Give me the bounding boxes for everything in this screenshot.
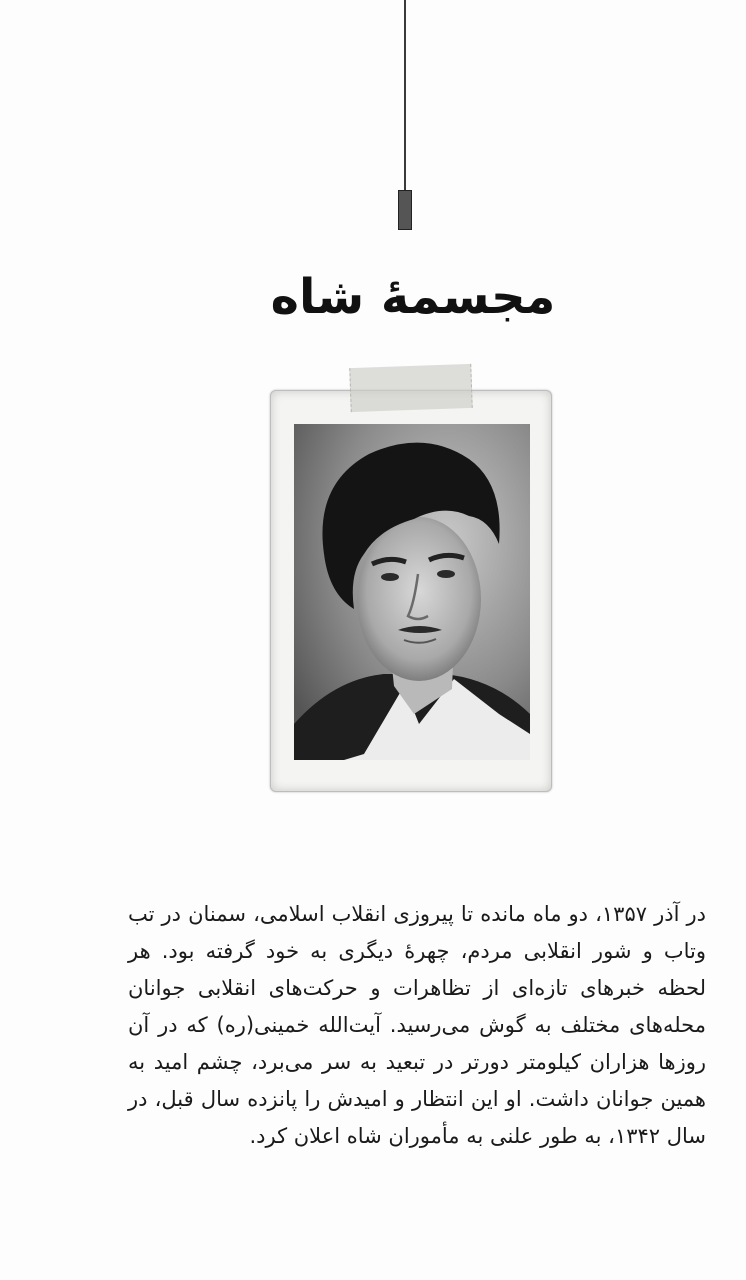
- portrait-photo: [294, 424, 530, 760]
- article-paragraph: در آذر ۱۳۵۷، دو ماه مانده تا پیروزی انقلاب اسلامی، سمنان در تب وتاب و شور انقلابی مردم، چهرهٔ دیگری به خود گرفته بود. هر لحظه خبرهای تازه‌ای از تظاهرات و حرکت‌های انقلابی جوانان محله‌های مختلف به گوش می‌رسید. آیت‌الله خمینی(ره) که در آن روزها هزاران کیلومتر دورتر در تبعید به سر می‌برد، چشم امید به همین جوانان داشت. او این انتظار و امیدش را پانزده سال قبل، در سال ۱۳۴۲، به طور علنی به مأموران شاه اعلان کرد.: [128, 902, 706, 1148]
- hanging-tab: [398, 190, 412, 230]
- adhesive-tape: [349, 364, 472, 412]
- chapter-title: مجسمهٔ شاه: [270, 269, 556, 325]
- portrait-illustration: [294, 424, 530, 760]
- hanging-string: [404, 0, 406, 190]
